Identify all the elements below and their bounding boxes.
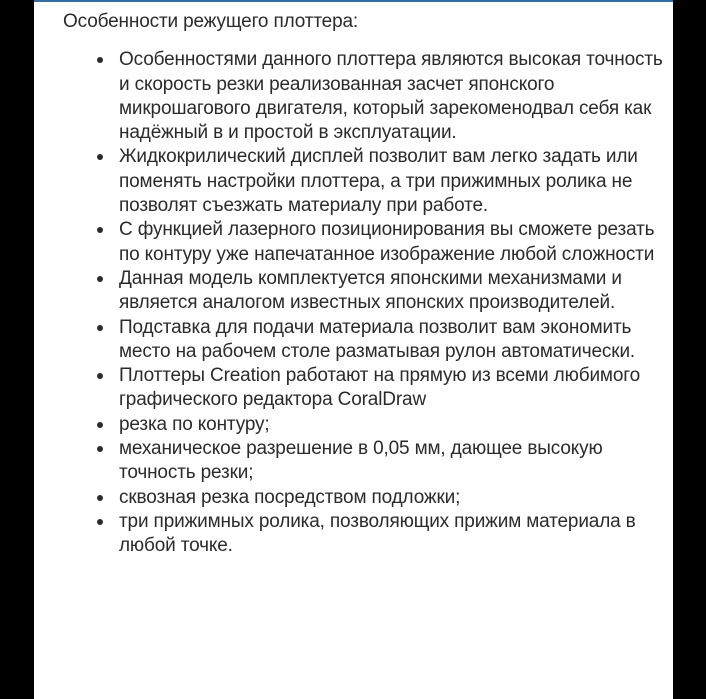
- bullet-icon: [97, 325, 103, 331]
- list-item-text: сквозная резка посредством подложки;: [119, 486, 461, 508]
- bullet-icon: [97, 57, 103, 63]
- list-item-text: резка по контуру;: [119, 413, 270, 435]
- list-item: [95, 364, 663, 413]
- document-panel: [34, 0, 673, 699]
- list-item: [95, 437, 663, 486]
- section-heading: Особенности режущего плоттера:: [63, 11, 359, 32]
- list-item-text: С функцией лазерного позиционирования вы сможете резать по контуру уже напечатанное изображение любой сложности: [119, 219, 655, 265]
- list-item: [95, 510, 663, 559]
- bullet-icon: [97, 446, 103, 452]
- list-item: [95, 218, 663, 267]
- feature-list: [63, 48, 663, 558]
- bullet-icon: [97, 519, 103, 525]
- document-content: [63, 10, 663, 559]
- list-item: [95, 413, 663, 437]
- list-item: [95, 486, 663, 510]
- list-item-text: Жидкокрилический дисплей позволит вам легко задать или поменять настройки плоттера, а три прижимных ролика не позволят съезжать материалу при работе.: [119, 146, 638, 217]
- bullet-icon: [97, 422, 103, 428]
- list-item: [95, 267, 663, 316]
- list-item: [95, 145, 663, 218]
- list-item-text: Плоттеры Creation работают на прямую из всеми любимого графического редактора CoralDraw: [119, 365, 641, 411]
- bullet-icon: [97, 154, 103, 160]
- list-item-text: механическое разрешение в 0,05 мм, дающее высокую точность резки;: [119, 438, 603, 484]
- list-item-text: Данная модель комплектуется японскими механизмами и является аналогом известных японских производителей.: [119, 267, 622, 314]
- list-item: [95, 316, 663, 365]
- bullet-icon: [97, 227, 103, 233]
- bullet-icon: [97, 276, 103, 282]
- list-item: [95, 48, 663, 145]
- bullet-icon: [97, 373, 103, 379]
- list-item-text: Подставка для подачи материала позволит вам экономить место на рабочем столе разматывая рулон автоматически.: [119, 316, 636, 362]
- list-item-text: Особенностями данного плоттера являются высокая точность и скорость резки реализованная засчет японского микрошагового двигателя, который зарекоменодвал себя как надёжный в и простой в эксплуатации.: [119, 49, 663, 144]
- bullet-icon: [97, 495, 103, 501]
- list-item-text: три прижимных ролика, позволяющих прижим материала в любой точке.: [119, 510, 636, 557]
